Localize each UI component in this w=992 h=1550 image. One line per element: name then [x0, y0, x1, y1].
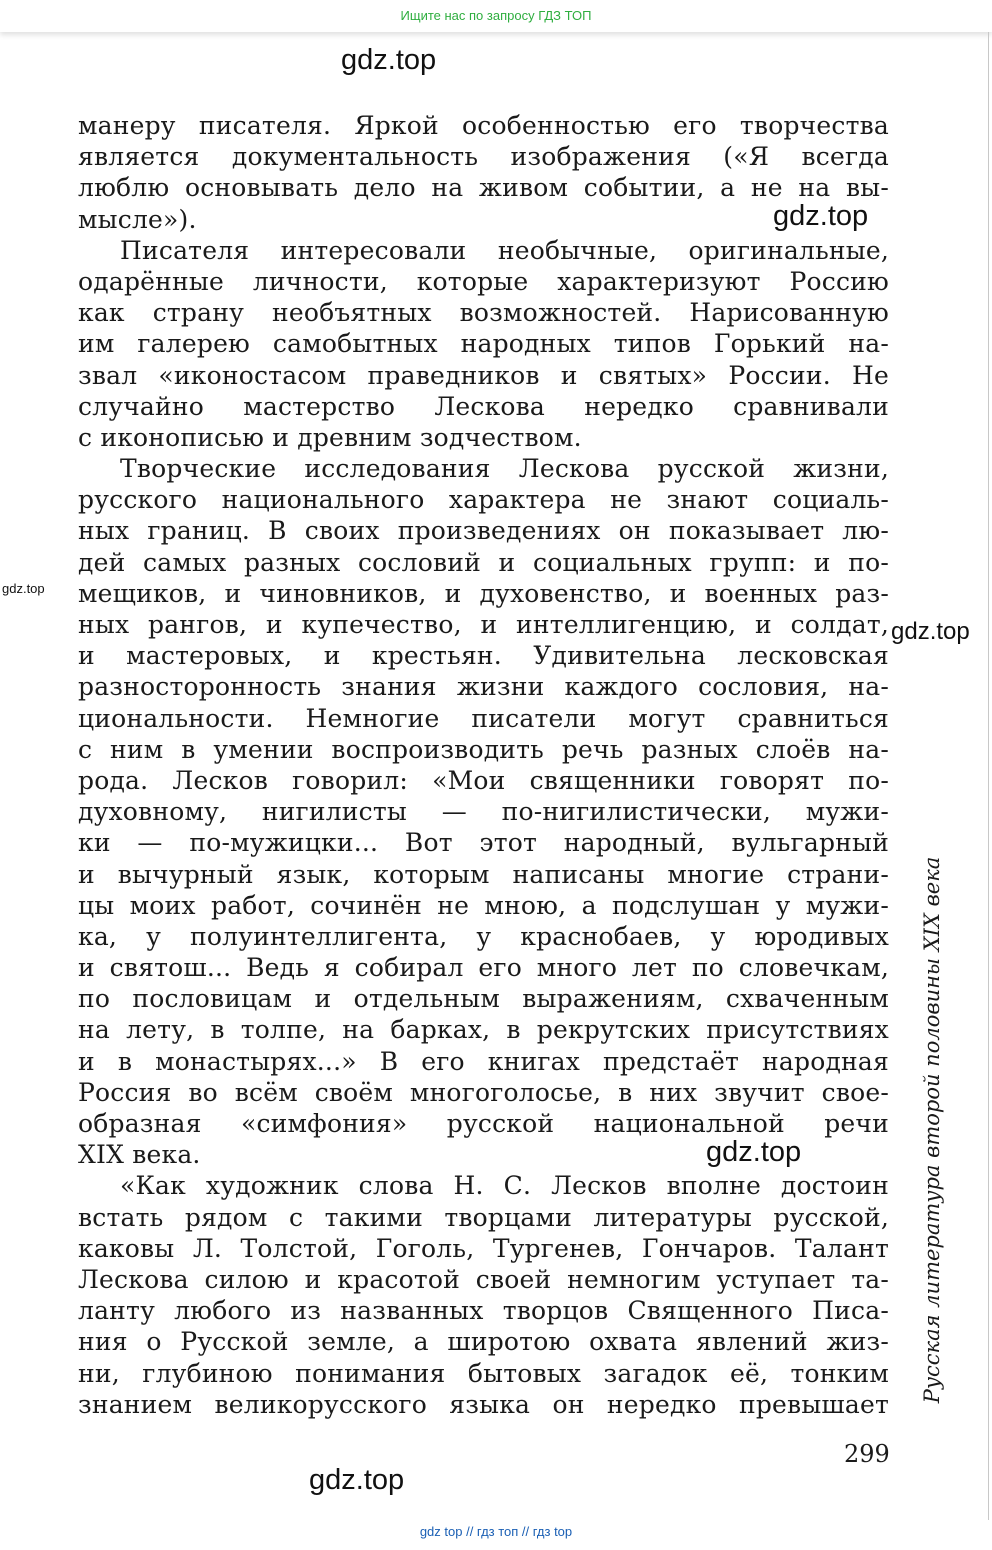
text-line: цы моих работ, сочинён не мною, а подслушан у мужи-	[78, 890, 889, 920]
text-line: Лескова силою и красотой своей немногим уступает та-	[78, 1264, 889, 1294]
footer-links[interactable]: gdz top // гдз топ // гдз top	[419, 1524, 573, 1539]
text-line: по пословицам и отдельным выражениям, схваченным	[78, 984, 889, 1014]
top-banner	[0, 0, 992, 32]
book-page-text	[78, 110, 889, 1420]
page-edge-divider	[988, 32, 989, 1520]
text-line: разносторонность знания жизни каждого сословия, на-	[78, 672, 889, 702]
text-line: манеру писателя. Яркой особенностью его творчества	[78, 111, 889, 140]
text-line: Творческие исследования Лескова русской жизни,	[120, 454, 889, 484]
text-line: на лету, в толпе, на барках, в рекрутских присутствиях	[78, 1015, 889, 1045]
watermark-top: gdz.top	[341, 44, 437, 76]
text-line: ланту любого из названных творцов Священного Писа-	[78, 1296, 889, 1326]
text-line: рода. Лесков говорил: «Мои священники говорят по-	[78, 765, 889, 795]
text-line: русского национального характера не знают социаль-	[78, 485, 889, 515]
text-line: мещиков, и чиновников, и духовенство, и военных раз-	[78, 578, 889, 608]
text-line: одарённые личности, которые характеризуют Россию	[78, 266, 889, 296]
text-line: ния о Русской земле, а широтою охвата явлений жиз-	[78, 1327, 889, 1357]
text-line: и мастеровых, и крестьян. Удивительна лесковская	[78, 641, 889, 671]
text-line: Россия во всём своём многоголосье, в них звучит свое-	[78, 1077, 889, 1107]
text-line: звал «иконостасом праведников и святых» России. Не	[78, 360, 889, 390]
text-line: духовному, нигилисты — по-нигилистически, мужи-	[78, 797, 889, 827]
text-line: им галерею самобытных народных типов Горький на-	[78, 329, 889, 359]
text-line: мысле»).	[78, 204, 197, 234]
text-line: «Как художник слова Н. С. Лесков вполне достоин	[120, 1171, 889, 1201]
text-line: ки — по-мужицки... Вот этот народный, вульгарный	[78, 828, 889, 858]
text-line: как страну необъятных возможностей. Нарисованную	[78, 298, 889, 328]
text-line: с ним в умении воспроизводить речь разных слоёв на-	[78, 734, 889, 764]
watermark-bottom: gdz.top	[309, 1464, 405, 1496]
text-line: дей самых разных сословий и социальных групп: и по-	[78, 547, 889, 577]
text-line: циональности. Немногие писатели могут сравниться	[78, 703, 889, 733]
watermark-left-small: gdz.top	[2, 581, 45, 596]
text-line: люблю основывать дело на живом событии, а не на вы-	[78, 173, 889, 203]
text-line: случайно мастерство Лескова нередко сравнивали	[78, 391, 889, 421]
text-line: ных границ. В своих произведениях он показывает лю-	[78, 516, 889, 546]
text-line: образная «симфония» русской национальной речи	[78, 1109, 889, 1138]
running-section-title: Русская литература второй половины XIX века	[920, 856, 944, 1404]
footer	[0, 1520, 992, 1544]
page-number: 299	[844, 1440, 890, 1468]
watermark-right-upper: gdz.top	[773, 200, 869, 232]
text-line: и святош... Ведь я собирал его много лет по словечкам,	[78, 953, 889, 983]
text-line: ни, глубиною понимания бытовых загадок её, тонким	[78, 1358, 889, 1388]
watermark-middle-lower: gdz.top	[706, 1136, 802, 1168]
text-line: XIX века.	[78, 1140, 201, 1170]
text-line: является документальность изображения («Я всегда	[78, 142, 889, 172]
text-line: Писателя интересовали необычные, оригинальные,	[120, 235, 889, 265]
text-line: встать рядом с такими творцами литературы русской,	[78, 1202, 889, 1232]
text-line: и в монастырях...» В его книгах предстаёт народная	[78, 1046, 889, 1076]
text-line: ных рангов, и купечество, и интеллигенцию, и солдат,	[78, 610, 889, 639]
text-line: и вычурный язык, которым написаны многие страни-	[78, 859, 889, 889]
watermark-right-middle: gdz.top	[891, 618, 970, 645]
text-line: каковы Л. Толстой, Гоголь, Тургенев, Гончаров. Талант	[78, 1233, 889, 1263]
text-line: с иконописью и древним зодчеством.	[78, 422, 582, 452]
text-line: ка, у полуинтеллигента, у краснобаев, у юродивых	[78, 921, 889, 951]
banner-text: Ищите нас по запросу ГДЗ ТОП	[400, 8, 592, 23]
text-line: знанием великорусского языка он нередко превышает	[78, 1389, 889, 1419]
